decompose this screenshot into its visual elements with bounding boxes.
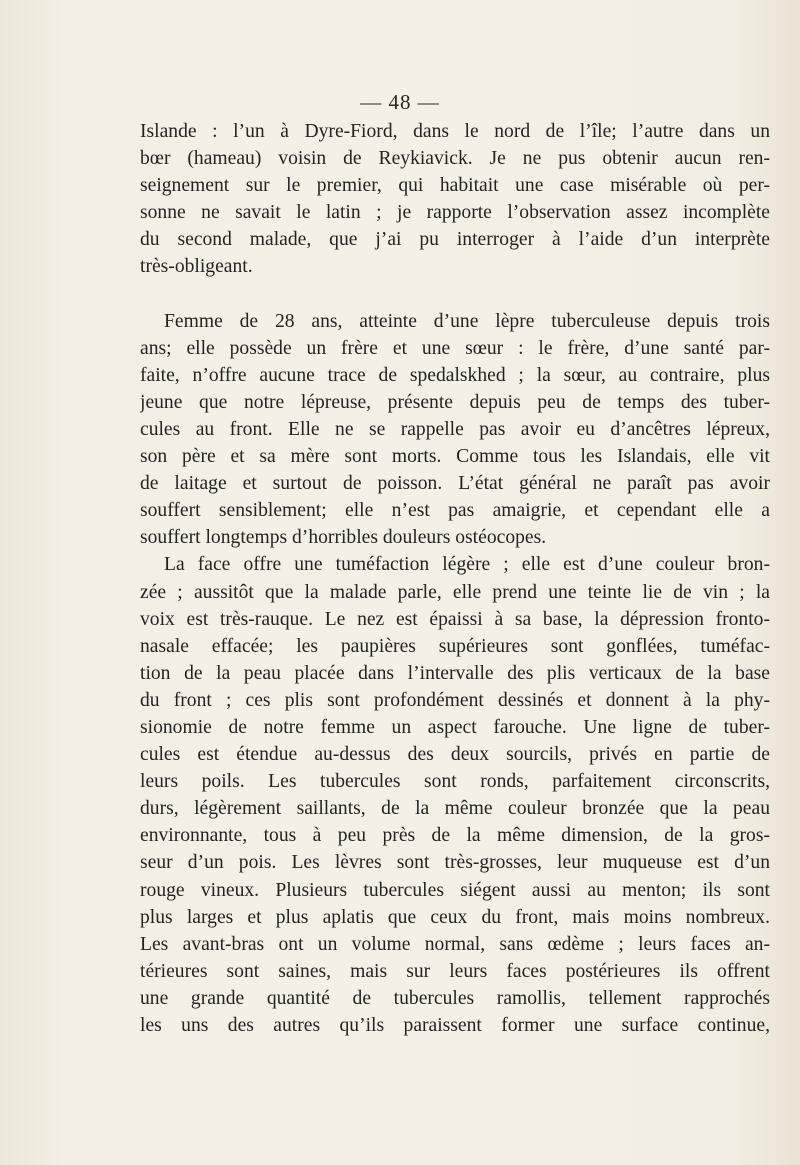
text-line: seur d’un pois. Les lèvres sont très-grosses, leur muqueuse est d’un [140,852,770,874]
text-line: du second malade, que j’ai pu interroger à l’aide d’un interprète [140,229,770,251]
text-line: cules est étendue au-dessus des deux sourcils, privés en partie de [140,744,770,766]
text-line: sionomie de notre femme un aspect farouche. Une ligne de tuber- [140,716,770,738]
text-line: zée ; aussitôt que la malade parle, elle prend une teinte lie de vin ; la [140,581,770,603]
text-line: une grande quantité de tubercules ramollis, tellement rapprochés [140,987,770,1009]
text-line: souffert longtemps d’horribles douleurs ostéocopes. [140,527,547,549]
text-line: plus larges et plus aplatis que ceux du front, mais moins nombreux. [140,906,770,928]
text-line: rouge vineux. Plusieurs tubercules siégent aussi au menton; ils sont [140,879,770,901]
text-line: Les avant-bras ont un volume normal, sans œdème ; leurs faces an- [140,933,770,955]
text-line: jeune que notre lépreuse, présente depuis peu de temps des tuber- [140,391,770,413]
text-line: cules au front. Elle ne se rappelle pas avoir eu d’ancêtres lépreux, [140,418,770,440]
text-line: térieures sont saines, mais sur leurs faces postérieures ils offrent [140,960,770,982]
text-line: leurs poils. Les tubercules sont ronds, parfaitement circonscrits, [140,771,770,793]
text-line: nasale effacée; les paupières supérieures sont gonflées, tuméfac- [140,635,770,657]
text-line: du front ; ces plis sont profondément dessinés et donnent à la phy- [140,689,770,711]
text-line: durs, légèrement saillants, de la même couleur bronzée que la peau [140,798,770,820]
text-line: faite, n’offre aucune trace de spedalskhed ; la sœur, au contraire, plus [140,364,770,386]
paragraph [140,551,770,1039]
text-line: ans; elle possède un frère et une sœur : le frère, d’une santé par- [140,337,770,359]
text-line: tion de la peau placée dans l’intervalle des plis verticaux de la base [140,662,770,684]
text-line: sonne ne savait le latin ; je rapporte l’observation assez incomplète [140,202,770,224]
text-line: voix est très-rauque. Le nez est épaissi à sa base, la dépression fronto- [140,608,770,630]
text-line: son père et sa mère sont morts. Comme tous les Islandais, elle vit [140,446,770,468]
paragraph [140,118,770,281]
paragraph [140,308,770,552]
text-line: de laitage et surtout de poisson. L’état général ne paraît pas avoir [140,473,770,495]
text-line: Islande : l’un à Dyre-Fiord, dans le nord de l’île; l’autre dans un [140,121,770,142]
text-line: environnante, tous à peu près de la même dimension, de la gros- [140,825,770,847]
text-line: les uns des autres qu’ils paraissent former une surface continue, [140,1015,770,1036]
text-line: bœr (hameau) voisin de Reykiavick. Je ne pus obtenir aucun ren- [140,148,770,170]
text-line: très-obligeant. [140,256,253,278]
body-text [140,118,770,1039]
text-line: souffert sensiblement; elle n’est pas amaigrie, et cependant elle a [140,500,770,522]
page-number: — 48 — [360,90,440,114]
paragraph-gap [140,281,770,308]
text-line: Femme de 28 ans, atteinte d’une lèpre tuberculeuse depuis trois [164,310,770,332]
text-line: seignement sur le premier, qui habitait une case misérable où per- [140,175,770,197]
text-line: La face offre une tuméfaction légère ; elle est d’une couleur bron- [164,554,770,576]
